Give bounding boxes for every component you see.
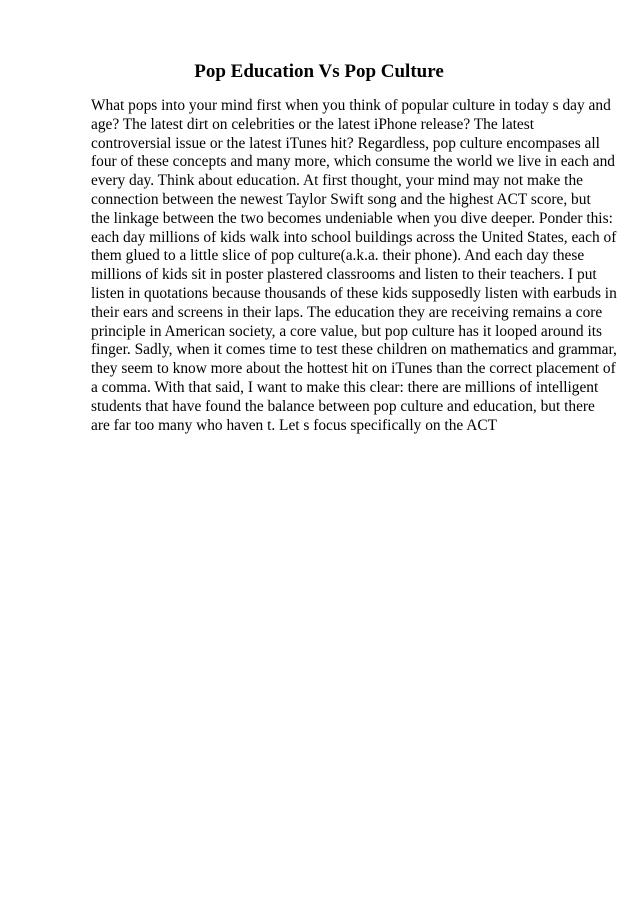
document-title: Pop Education Vs Pop Culture [194,61,444,82]
paragraph-line: age? The latest dirt on celebrities or the latest iPhone release? The latest [91,115,535,133]
paragraph-line: they seem to know more about the hottest hit on iTunes than the correct placement of [91,360,616,378]
paragraph-line: their ears and screens in their laps. The education they are receiving remains a core [91,303,603,321]
paragraph-line: four of these concepts and many more, which consume the world we live in each and [91,153,615,171]
paragraph-line: principle in American society, a core value, but pop culture has it looped around its [91,322,603,340]
paragraph-line: What pops into your mind first when you think of popular culture in today s day and [91,97,611,114]
paragraph-line: the linkage between the two becomes undeniable when you dive deeper. Ponder this: [91,209,613,227]
paragraph-line: millions of kids sit in poster plastered classrooms and listen to their teachers. I put [91,266,597,284]
body-paragraph [91,97,617,435]
paragraph-line: students that have found the balance between pop culture and education, but there [91,397,595,415]
paragraph-line: every day. Think about education. At first thought, your mind may not make the [91,172,583,190]
paragraph-line: connection between the newest Taylor Swift song and the highest ACT score, but [91,190,591,208]
paragraph-line: are far too many who haven t. Let s focus specifically on the ACT [91,416,498,434]
paragraph-line: controversial issue or the latest iTunes hit? Regardless, pop culture encompases all [91,134,600,152]
paragraph-line: listen in quotations because thousands of these kids supposedly listen with earbuds in [91,284,617,302]
paragraph-line: each day millions of kids walk into school buildings across the United States, each of [91,228,617,246]
paragraph-line: finger. Sadly, when it comes time to test these children on mathematics and grammar, [91,341,617,359]
paragraph-line: them glued to a little slice of pop culture(a.k.a. their phone). And each day these [91,247,585,265]
paragraph-line: a comma. With that said, I want to make this clear: there are millions of intelligent [91,378,599,396]
